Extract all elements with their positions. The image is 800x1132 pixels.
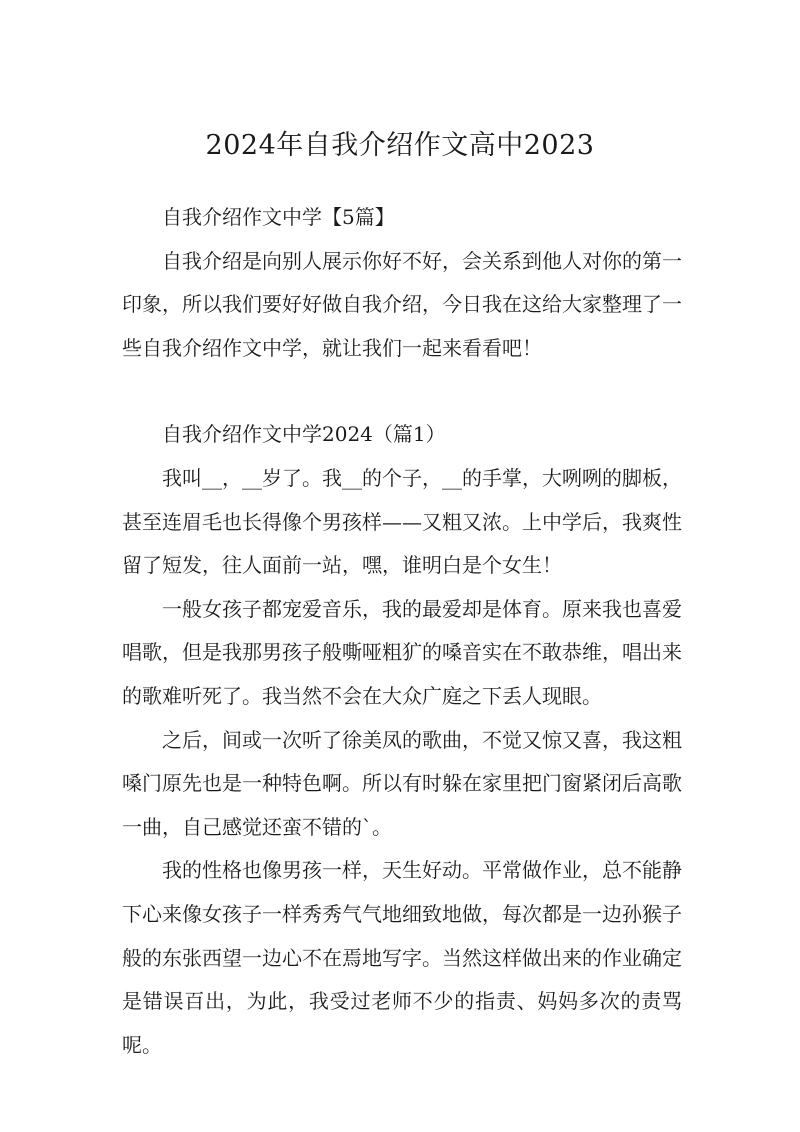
document-body [122, 196, 682, 1067]
document-title: 2024年自我介绍作文高中2023 [205, 130, 595, 161]
body-paragraph: 我叫__，__岁了。我__的个子，__的手掌，大咧咧的脚板，甚至连眉毛也长得像个男孩样——又粗又浓。上中学后，我爽性留了短发，往人面前一站，嘿，谁明白是个女生！ [122, 465, 682, 578]
paragraph-spacer [122, 370, 682, 413]
body-paragraph: 之后，间或一次听了徐美凤的歌曲，不觉又惊又喜，我这粗嗓门原先也是一种特色啊。所以有时躲在家里把门窗紧闭后高歌一曲，自己感觉还蛮不错的`。 [122, 727, 682, 839]
body-paragraph: 一般女孩子都宠爱音乐，我的最爱却是体育。原来我也喜爱唱歌，但是我那男孩子般嘶哑粗犷的嗓音实在不敢恭维，唱出来的歌难听死了。我当然不会在大众广庭之下丢人现眼。 [122, 596, 682, 708]
essay-heading: 自我介绍作文中学2024（篇1） [162, 422, 446, 447]
section-heading: 自我介绍作文中学【5篇】 [162, 205, 395, 229]
body-paragraph: 我的性格也像男孩一样，天生好动。平常做作业，总不能静下心来像女孩子一样秀秀气气地细致地做，每次都是一边孙猴子般的东张西望一边心不在焉地写字。当然这样做出来的作业确定是错误百出，为此，我受过老师不少的指责、妈妈多次的责骂呢。 [122, 858, 682, 1057]
intro-paragraph: 自我介绍是向别人展示你好不好，会关系到他人对你的第一印象，所以我们要好好做自我介绍，今日我在这给大家整理了一些自我介绍作文中学，就让我们一起来看看吧！ [122, 248, 682, 360]
